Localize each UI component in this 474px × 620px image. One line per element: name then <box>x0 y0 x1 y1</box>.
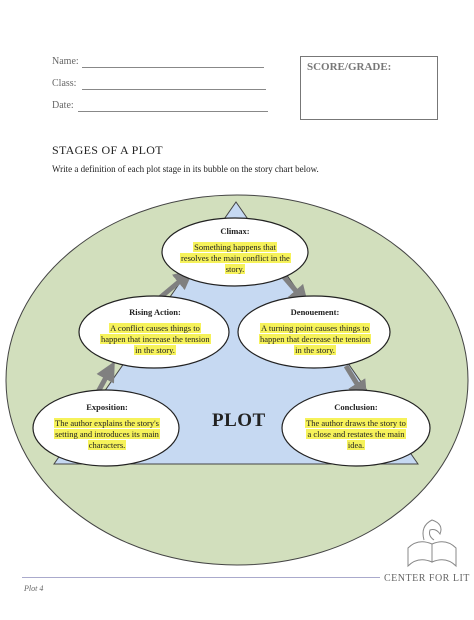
exposition-title: Exposition: <box>86 402 128 412</box>
rising-action-title: Rising Action: <box>129 307 181 317</box>
denouement-title: Denouement: <box>290 307 340 317</box>
class-label: Class: <box>52 78 77 89</box>
rising-action-text: A conflict causes things to happen that increase the tension in the story. <box>101 323 210 355</box>
footer-divider <box>22 577 380 578</box>
conclusion-title: Conclusion: <box>334 402 378 412</box>
logo-text: CENTER FOR LIT <box>384 573 470 584</box>
conclusion-bubble <box>304 402 408 451</box>
date-label: Date: <box>52 100 74 111</box>
climax-text: Something happens that resolves the main conflict in the story. <box>181 242 290 274</box>
climax-bubble <box>180 226 290 275</box>
footer-page-label: Plot 4 <box>24 584 44 593</box>
page-title: STAGES OF A PLOT <box>52 143 163 157</box>
instructions: Write a definition of each plot stage in its bubble on the story chart below. <box>52 164 319 174</box>
denouement-text: A turning point causes things to happen that decrease the tension in the story. <box>260 323 370 355</box>
exposition-text: The author explains the story's setting and introduces its main characters. <box>55 418 159 450</box>
rising-action-bubble <box>100 307 210 356</box>
denouement-bubble <box>259 307 371 356</box>
climax-title: Climax: <box>220 226 250 236</box>
center-for-lit-logo-icon <box>408 520 456 566</box>
score-grade-label: SCORE/GRADE: <box>307 61 392 73</box>
plot-center-label: PLOT <box>212 410 266 431</box>
name-label: Name: <box>52 56 79 67</box>
exposition-bubble <box>51 402 163 451</box>
conclusion-text: The author draws the story to a close and restates the main idea. <box>306 418 406 450</box>
